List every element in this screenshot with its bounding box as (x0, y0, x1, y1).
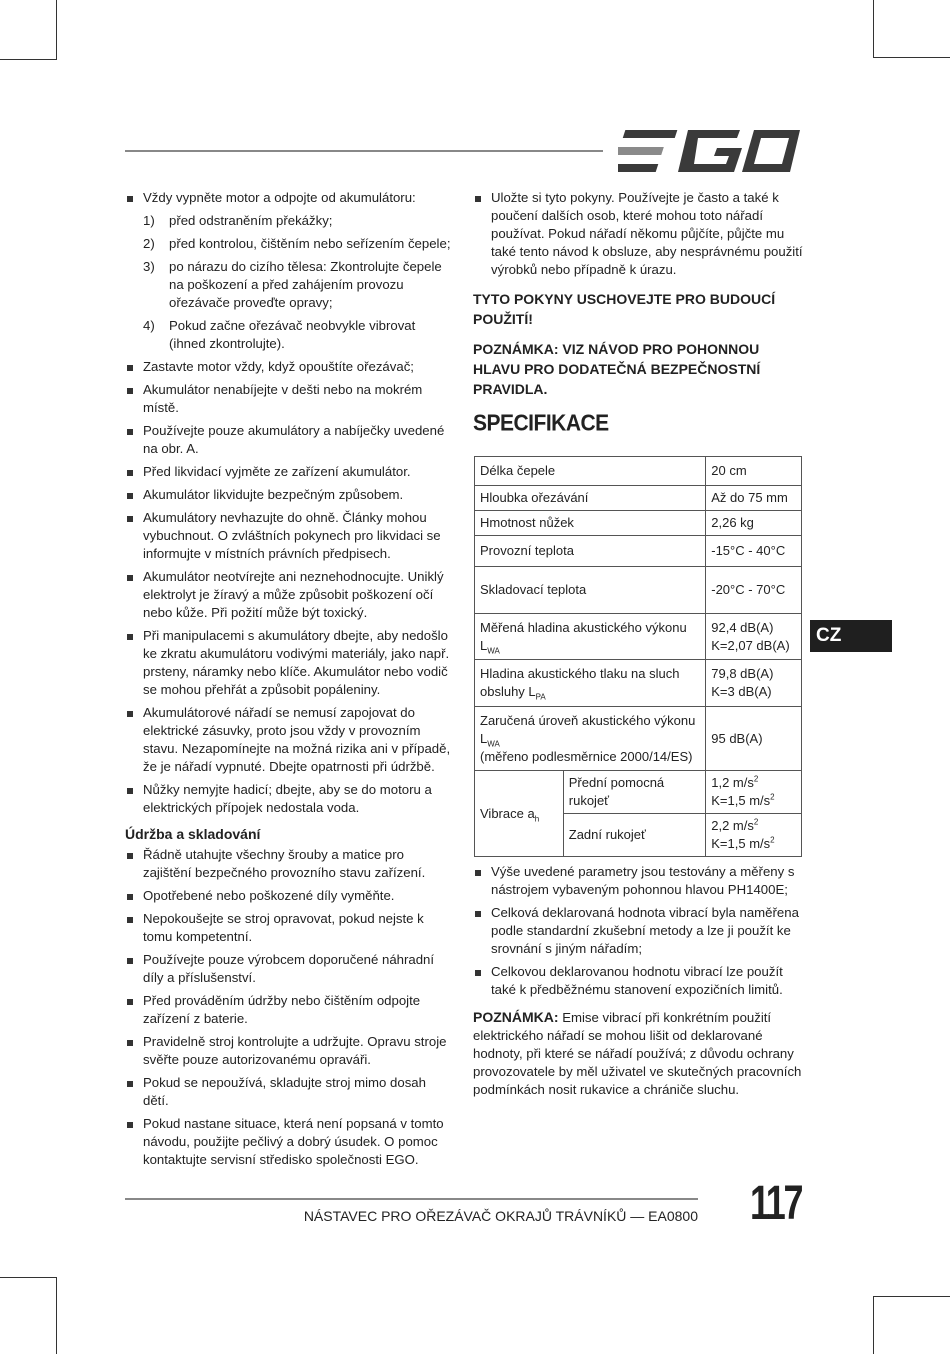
list-item: Pokud se nepoužívá, skladujte stroj mimo dosah dětí. (125, 1074, 455, 1110)
right-column-lower (473, 863, 803, 1099)
header-rule (125, 150, 603, 152)
specification-heading: SPECIFIKACE (473, 411, 609, 436)
footer-title: NÁSTAVEC PRO OŘEZÁVAČ OKRAJŮ TRÁVNÍKŮ — EA0800 (303, 1208, 698, 1224)
list-item: Celkovou deklarovanou hodnotu vibrací lze použít také k předběžnému stanovení expozičních limitů. (473, 963, 803, 999)
table-row (475, 771, 802, 814)
engine-note: POZNÁMKA: VIZ NÁVOD PRO POHONNOU HLAVU PRO DODATEČNÁ BEZPEČNOSTNÍ PRAVIDLA. (473, 341, 761, 397)
language-tab: CZ (810, 620, 892, 652)
table-row (475, 457, 802, 486)
table-cell: -20°C - 70°C (706, 567, 802, 614)
list-item: Před prováděním údržby nebo čištěním odpojte zařízení z baterie. (125, 992, 455, 1028)
crop-mark (0, 1277, 57, 1278)
table-cell: Měřená hladina akustického výkonu $L_{WA}$ (475, 614, 706, 660)
list-item: Akumulátor likvidujte bezpečným způsobem. (125, 486, 455, 504)
vibration-note: POZNÁMKA: Emise vibrací při konkrétním použití elektrického nářadí se mohou lišit od deklarované hodnoty, při které se nářadí používá; z důvodu ochrany provozovatele by měl uživatel ve skutečných pracovních podmínkách nosit rukavice a chrániče sluchu. (473, 1009, 802, 1097)
list-item: Opotřebené nebo poškozené díly vyměňte. (125, 887, 455, 905)
table-row (475, 614, 802, 660)
table-cell: Hmotnost nůžek (475, 511, 706, 536)
list-item: 2) před kontrolou, čištěním nebo seřízením čepele; (143, 236, 451, 251)
crop-mark (873, 0, 874, 58)
table-cell: 79,8 dB(A) K=3 dB(A) (706, 660, 802, 707)
list-item: Používejte pouze výrobcem doporučené náhradní díly a příslušenství. (125, 951, 455, 987)
table-cell: Vibrace $a_h$ (475, 771, 564, 857)
table-cell: Hloubka ořezávání (475, 486, 706, 511)
list-item: Pravidelně stroj kontrolujte a udržujte. Opravu stroje svěřte pouze autorizovanému opraváři. (125, 1033, 455, 1069)
table-row (475, 660, 802, 707)
table-cell: Hladina akustického tlaku na sluch obsluhy $L_{PA}$ (475, 660, 706, 707)
table-cell: Délka čepele (475, 457, 706, 486)
table-cell: Zaručená úroveň akustického výkonu $L_{WA}$ (měřeno podlesměrnice 2000/14/ES) (475, 707, 706, 771)
table-cell: Až do 75 mm (706, 486, 802, 511)
list-item: Akumulátorové nářadí se nemusí zapojovat do elektrické zásuvky, proto jsou vždy v provozním stavu. Nezapomínejte na možná rizika ani v případě, že je nářadí vypnuté. Dbejte opatrnosti při údržbě. (125, 704, 455, 776)
specification-table (474, 456, 802, 857)
table-cell: Přední pomocná rukojeť (563, 771, 705, 814)
table-row (475, 567, 802, 614)
table-cell: Provozní teplota (475, 536, 706, 567)
list-item: Při manipulacemi s akumulátory dbejte, aby nedošlo ke zkratu akumulátoru vodivými materiály, jako např. prsteny, náramky nebo klíče. Akumulátor nebo vodič se mohou přehřát a způsobit popáleniny. (125, 627, 455, 699)
table-cell: 2,2 $m/s^2$ K=1,5 $m/s^2$ (706, 814, 802, 857)
table-row (475, 707, 802, 771)
list-item: Akumulátory nevhazujte do ohně. Články mohou vybuchnout. O zvláštních pokynech pro likvidaci se informujte v místních právních předpisech. (125, 509, 455, 563)
list-item: Před likvidací vyjměte ze zařízení akumulátor. (125, 463, 455, 481)
crop-mark (0, 59, 57, 60)
table-row (475, 511, 802, 536)
table-row (475, 536, 802, 567)
list-item: 4) Pokud začne ořezávač neobvykle vibrovat (ihned zkontrolujte). (143, 318, 416, 351)
list-item: Nepokoušejte se stroj opravovat, pokud nejste k tomu kompetentní. (125, 910, 455, 946)
list-item: Používejte pouze akumulátory a nabíječky uvedené na obr. A. (125, 422, 455, 458)
list-item: Uložte si tyto pokyny. Používejte je často a také k poučení dalších osob, které mohou toto nářadí používat. Pokud nářadí někomu půjčíte, půjčte mu také tento návod k obsluze, aby nesprávnému použití výrobků nebo případně k úrazu. (473, 189, 803, 279)
list-item: Celková deklarovaná hodnota vibrací byla naměřena podle standardní zkušební metody a lze ji použít ke srovnání s jiným nářadím; (473, 904, 803, 958)
crop-mark (873, 1296, 874, 1354)
list-item: Nůžky nemyjte hadicí; dbejte, aby se do motoru a elektrických přípojek nedostala voda. (125, 781, 455, 817)
list-item: Vždy vypněte motor a odpojte od akumulátoru: 1) před odstraněním překážky; 2) před kontrolou, čištěním nebo seřízením čepele; 3) po nárazu do cizího tělesa: Zkontrolujte čepele na poškození a před zahájením provozu ořezávače proveďte opravy; 4) Pokud začne ořezávač neobvykle vibrovat (ihned zkontrolujte). (125, 189, 455, 353)
crop-mark (56, 0, 57, 60)
list-item: Akumulátor nenabíjejte v dešti nebo na mokrém místě. (125, 381, 455, 417)
crop-mark (873, 1296, 950, 1297)
list-item: Pokud nastane situace, která není popsaná v tomto návodu, použijte pečlivý a dobrý úsudek. O pomoc kontaktujte servisní středisko společnosti EGO. (125, 1115, 455, 1169)
table-cell: 95 dB(A) (706, 707, 802, 771)
crop-mark (56, 1277, 57, 1354)
table-cell: -15°C - 40°C (706, 536, 802, 567)
table-cell: Skladovací teplota (475, 567, 706, 614)
maintenance-heading: Údržba a skladování (125, 826, 261, 842)
table-row (475, 486, 802, 511)
list-item: 1) před odstraněním překážky; (143, 213, 333, 228)
table-cell: 2,26 kg (706, 511, 802, 536)
page-number: 117 (750, 1177, 802, 1230)
numbered-list (143, 212, 455, 353)
table-cell: 92,4 dB(A) K=2,07 dB(A) (706, 614, 802, 660)
list-item: Zastavte motor vždy, když opouštíte ořezávač; (125, 358, 455, 376)
list-item: Akumulátor neotvírejte ani neznehodnocujte. Uniklý elektrolyt je žíravý a může způsobit poškození očí nebo kůže. Při požití může být toxický. (125, 568, 455, 622)
crop-mark (873, 57, 950, 58)
list-item: Řádně utahujte všechny šrouby a matice pro zajištění bezpečného provozního stavu zařízení. (125, 846, 455, 882)
list-item: 3) po nárazu do cizího tělesa: Zkontrolujte čepele na poškození a před zahájením provozu ořezávače proveďte opravy; (143, 259, 442, 310)
table-cell: 1,2 $m/s^2$ K=1,5 $m/s^2$ (706, 771, 802, 814)
list-item: Výše uvedené parametry jsou testovány a měřeny s nástrojem vybaveným pohonnou hlavou PH1400E; (473, 863, 803, 899)
ego-logo (618, 128, 800, 174)
keep-instructions-notice: TYTO POKYNY USCHOVEJTE PRO BUDOUCÍ POUŽITÍ! (473, 291, 776, 327)
right-column (473, 189, 803, 436)
table-cell: 20 cm (706, 457, 802, 486)
table-cell: Zadní rukojeť (563, 814, 705, 857)
left-column (125, 189, 455, 1174)
footer-rule (125, 1198, 698, 1200)
